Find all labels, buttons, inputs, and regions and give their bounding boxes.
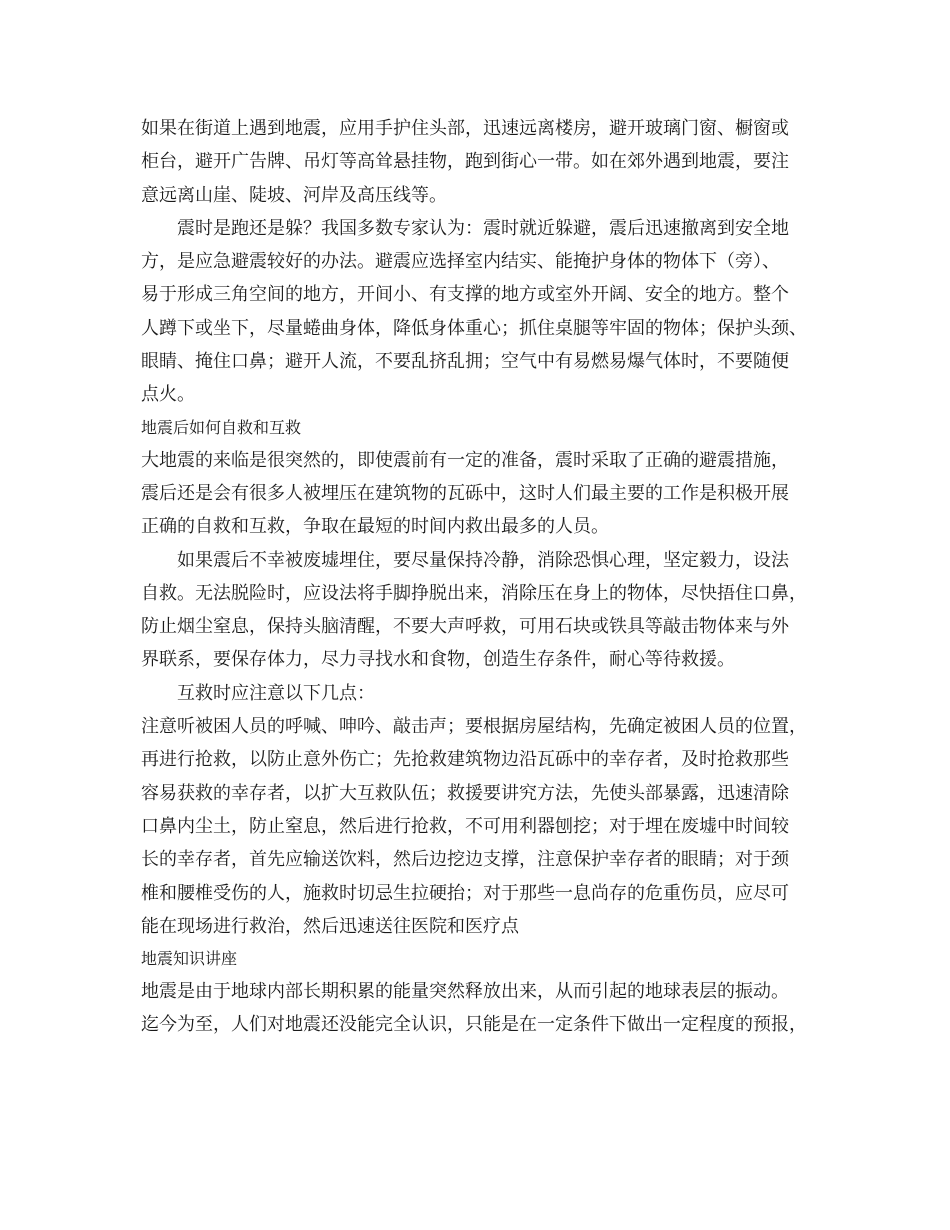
paragraph-self-rescue — [141, 544, 831, 677]
text-line: 易于形成三角空间的地方，开间小、有支撑的地方或室外开阔、安全的地方。整个 — [141, 284, 789, 306]
text-line: 互救时应注意以下几点： — [177, 682, 375, 704]
text-line: 如果震后不幸被废墟埋住，要尽量保持冷静，消除恐惧心理，坚定毅力，设法 — [177, 549, 789, 571]
text-line: 长的幸存者，首先应输送饮料，然后边挖边支撑，注意保护幸存者的眼睛；对于颈 — [141, 849, 789, 871]
paragraph-mutual-rescue-points — [141, 710, 831, 943]
document-page — [141, 112, 831, 1042]
section-heading-earthquake-lecture: 地震知识讲座 — [141, 949, 238, 969]
text-line: 正确的自救和互救，争取在最短的时间内救出最多的人员。 — [141, 516, 609, 538]
section-heading-self-rescue: 地震后如何自救和互救 — [141, 417, 302, 437]
text-line: 注意听被困人员的呼喊、呻吟、敲击声；要根据房屋结构，先确定被困人员的位置， — [141, 716, 807, 738]
text-line: 点火。 — [141, 384, 195, 406]
text-line: 自救。无法脱险时，应设法将手脚挣脱出来，消除压在身上的物体，尽快捂住口鼻， — [141, 582, 807, 604]
text-line: 柜台，避开广告牌、吊灯等高耸悬挂物，跑到街心一带。如在郊外遇到地震，要注 — [141, 151, 789, 173]
paragraph-rescue-intro — [141, 444, 831, 544]
text-line: 再进行抢救，以防止意外伤亡；先抢救建筑物边沿瓦砾中的幸存者，及时抢救那些 — [141, 749, 789, 771]
text-line: 震时是跑还是躲？我国多数专家认为：震时就近躲避，震后迅速撤离到安全地 — [177, 217, 789, 239]
text-line: 能在现场进行救治，然后迅速送往医院和医疗点 — [141, 915, 519, 937]
text-line: 容易获救的幸存者，以扩大互救队伍；救援要讲究方法，先使头部暴露，迅速清除 — [141, 782, 789, 804]
text-line: 大地震的来临是很突然的，即使震前有一定的准备，震时采取了正确的避震措施， — [141, 449, 789, 471]
text-line: 防止烟尘窒息，保持头脑清醒，不要大声呼救，可用石块或铁具等敲击物体来与外 — [141, 616, 789, 638]
paragraph-run-or-hide — [141, 212, 831, 412]
text-line: 意远离山崖、陡坡、河岸及高压线等。 — [141, 184, 447, 206]
text-line: 地震是由于地球内部长期积累的能量突然释放出来，从而引起的地球表层的振动。 — [141, 981, 789, 1003]
paragraph-mutual-rescue-lead — [141, 677, 831, 710]
text-line: 口鼻内尘土，防止窒息，然后进行抢救，不可用利器刨挖；对于埋在废墟中时间较 — [141, 815, 789, 837]
text-line: 椎和腰椎受伤的人，施救时切忌生拉硬抬；对于那些一息尚存的危重伤员，应尽可 — [141, 882, 789, 904]
text-line: 震后还是会有很多人被埋压在建筑物的瓦砾中，这时人们最主要的工作是积极开展 — [141, 482, 789, 504]
paragraph-earthquake-definition — [141, 975, 831, 1042]
text-line: 方，是应急避震较好的办法。避震应选择室内结实、能掩护身体的物体下（旁）、 — [141, 251, 780, 273]
paragraph-street-earthquake — [141, 112, 831, 212]
text-line: 界联系，要保存体力，尽力寻找水和食物，创造生存条件，耐心等待救援。 — [141, 649, 735, 671]
text-line: 如果在街道上遇到地震，应用手护住头部，迅速远离楼房，避开玻璃门窗、橱窗或 — [141, 118, 789, 139]
text-line: 迄今为至，人们对地震还没能完全认识，只能是在一定条件下做出一定程度的预报， — [141, 1014, 807, 1036]
text-line: 人蹲下或坐下，尽量蜷曲身体，降低身体重心；抓住桌腿等牢固的物体；保护头颈、 — [141, 317, 807, 339]
text-line: 眼睛、掩住口鼻；避开人流，不要乱挤乱拥；空气中有易燃易爆气体时，不要随便 — [141, 351, 789, 373]
